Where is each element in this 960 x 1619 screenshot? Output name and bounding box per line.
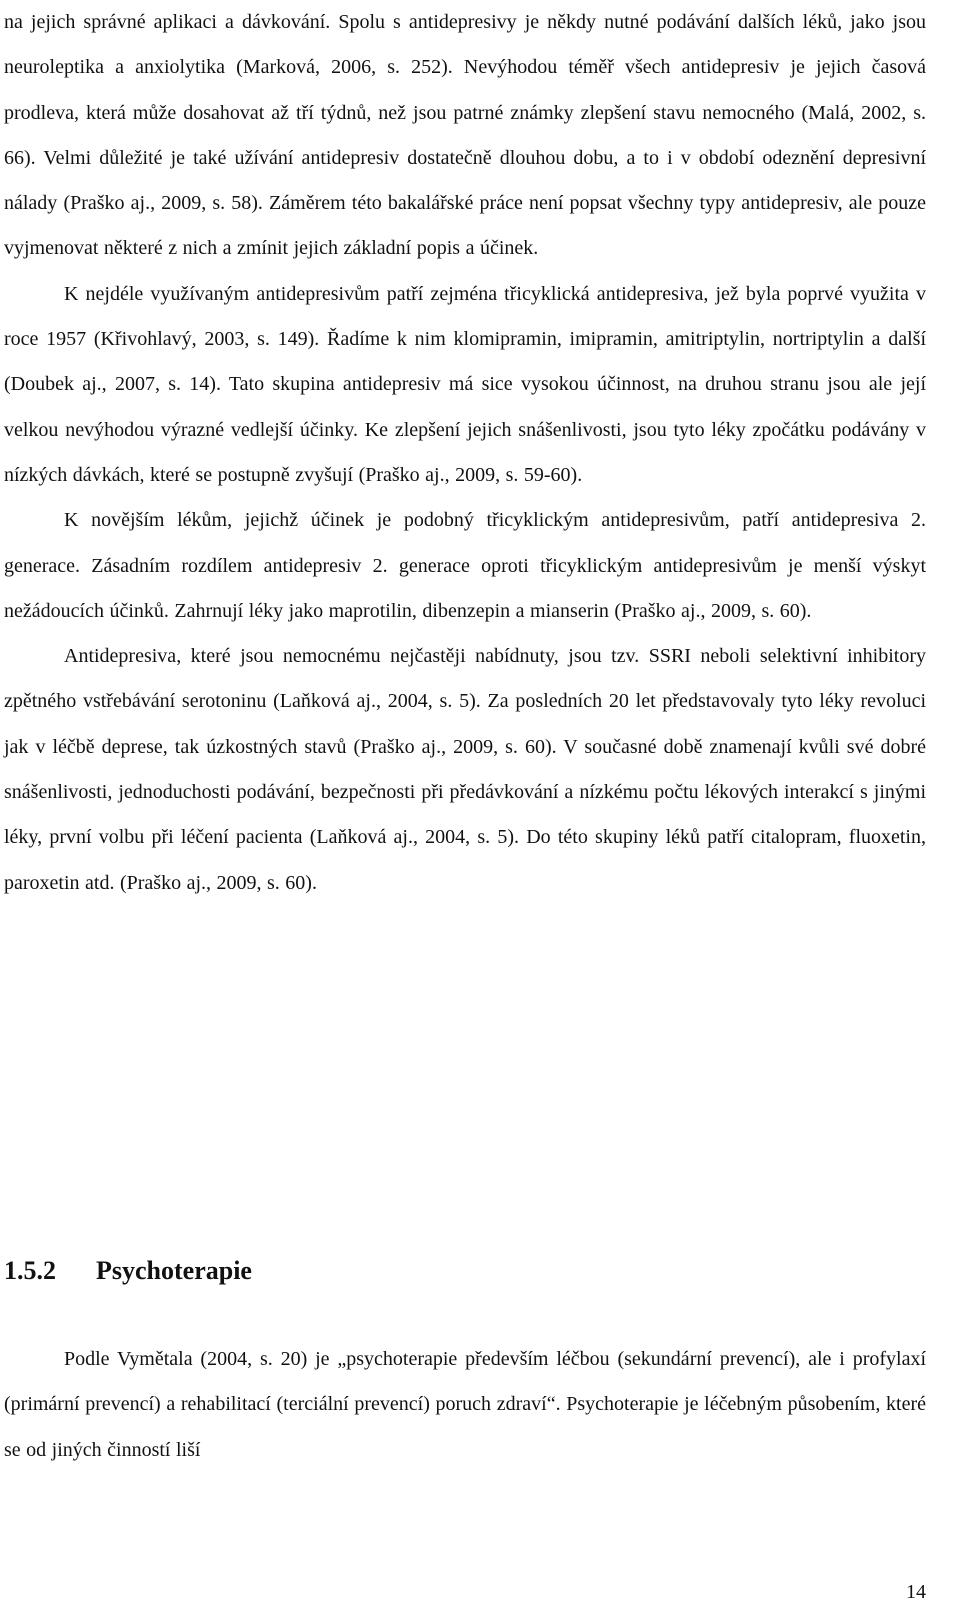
- paragraph-3: K novějším lékům, jejichž účinek je podobný třicyklickým antidepresivům, patří antidepresiva 2. generace. Zásadním rozdílem antidepresiv 2. generace oproti třicyklickým antidepresivům je menší výskyt nežádoucích účinků. Zahrnují léky jako maprotilin, dibenzepin a mianserin (Praško aj., 2009, s. 60).: [4, 509, 926, 622]
- paragraph-5: Podle Vymětala (2004, s. 20) je „psychoterapie především léčbou (sekundární prevencí), ale i profylaxí (primární prevencí) a rehabilitací (terciální prevencí) poruch zdraví“. Psychoterapie je léčebným působením, které se od jiných činností liší: [4, 1348, 926, 1461]
- section-heading: [4, 1251, 252, 1291]
- body-text-top: [4, 0, 926, 906]
- section-number: 1.5.2: [4, 1256, 56, 1285]
- body-text-bottom: [4, 1337, 926, 1473]
- paragraph-1: na jejich správné aplikaci a dávkování. Spolu s antidepresivy je někdy nutné podávání dalších léků, jako jsou neuroleptika a anxiolytika (Marková, 2006, s. 252). Nevýhodou téměř všech antidepresiv je jejich časová prodleva, která může dosahovat až tří týdnů, než jsou patrné známky zlepšení stavu nemocného (Malá, 2002, s. 66). Velmi důležité je také užívání antidepresiv dostatečně dlouhou dobu, a to i v období odeznění depresivní nálady (Praško aj., 2009, s. 58). Záměrem této bakalářské práce není popsat všechny typy antidepresiv, ale pouze vyjmenovat některé z nich a zmínit jejich základní popis a účinek.: [4, 11, 926, 260]
- paragraph-4: Antidepresiva, které jsou nemocnému nejčastěji nabídnuty, jsou tzv. SSRI neboli selektivní inhibitory zpětného vstřebávání serotoninu (Laňková aj., 2004, s. 5). Za posledních 20 let představovaly tyto léky revoluci jak v léčbě deprese, tak úzkostných stavů (Praško aj., 2009, s. 60). V současné době znamenají kvůli své dobré snášenlivosti, jednoduchosti podávání, bezpečnosti při předávkování a nízkému počtu lékových interakcí s jinými léky, první volbu při léčení pacienta (Laňková aj., 2004, s. 5). Do této skupiny léků patří citalopram, fluoxetin, paroxetin atd. (Praško aj., 2009, s. 60).: [4, 645, 926, 894]
- page-number: 14: [906, 1581, 926, 1603]
- section-title: Psychoterapie: [96, 1256, 252, 1285]
- paragraph-2: K nejdéle využívaným antidepresivům patří zejména třicyklická antidepresiva, jež byla poprvé využita v roce 1957 (Křivohlavý, 2003, s. 149). Řadíme k nim klomipramin, imipramin, amitriptylin, nortriptylin a další (Doubek aj., 2007, s. 14). Tato skupina antidepresiv má sice vysokou účinnost, na druhou stranu jsou ale její velkou nevýhodou výrazné vedlejší účinky. Ke zlepšení jejich snášenlivosti, jsou tyto léky zpočátku podávány v nízkých dávkách, které se postupně zvyšují (Praško aj., 2009, s. 59-60).: [4, 282, 926, 486]
